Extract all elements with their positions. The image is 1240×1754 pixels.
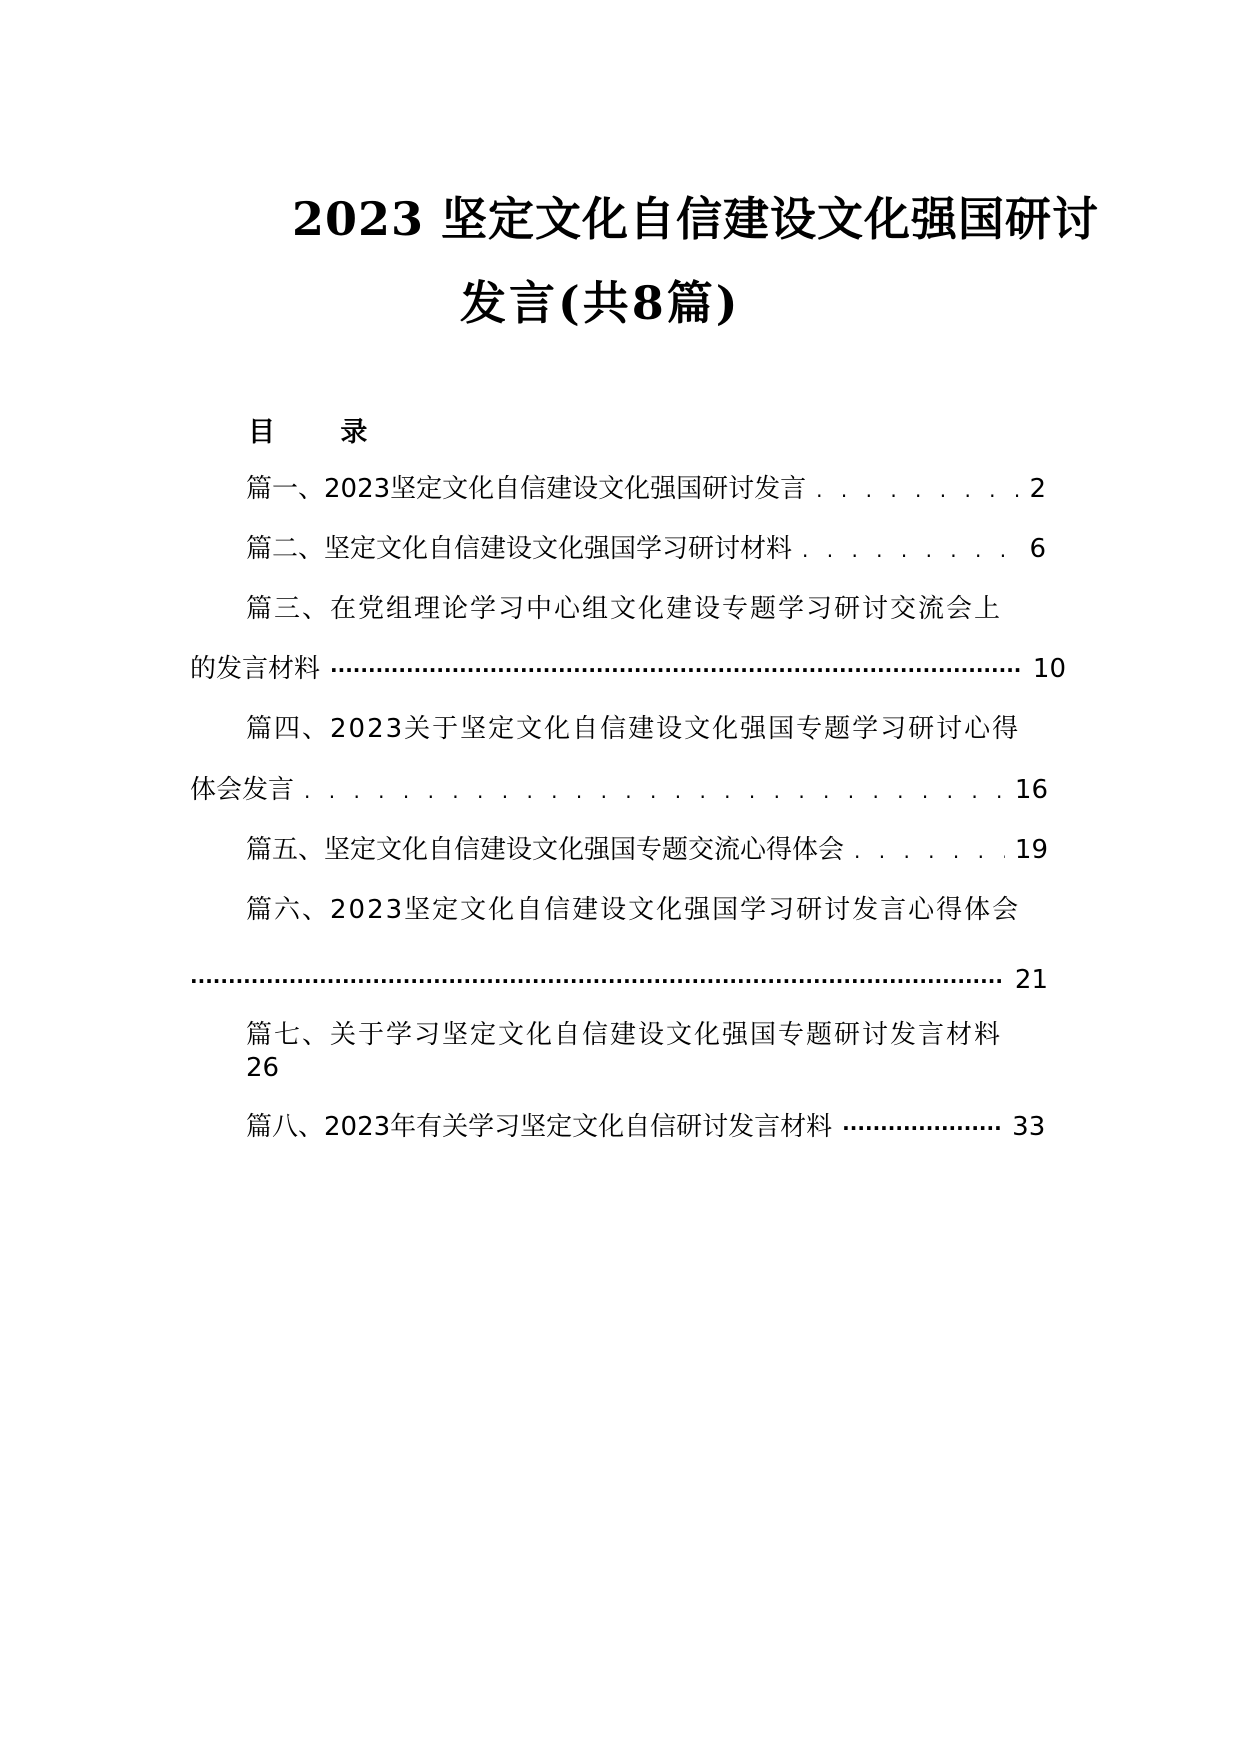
toc-entry-5-leader [854,841,1005,861]
toc-entry-2-page: 6 [1029,534,1046,564]
toc-entry-3-text-line-2: 的发言材料 [190,654,321,684]
toc-entry-4[interactable] [190,777,1048,803]
toc-entry-1-text: 篇一、2023坚定文化自信建设文化强国研讨发言 [246,474,807,504]
toc-entry-5-page: 19 [1014,835,1048,865]
toc-entry-6-text[interactable]: 篇六、2023坚定文化自信建设文化强国学习研讨发言心得体会 [246,895,1021,925]
toc-entry-8-page: 33 [1012,1112,1046,1142]
toc-entry-5-text: 篇五、坚定文化自信建设文化强国专题交流心得体会 [246,835,845,865]
toc-entry-7-text[interactable]: 篇七、关于学习坚定文化自信建设文化强国专题研讨发言材料 [246,1020,1003,1050]
document-title-line-2: 发言(共8篇) [460,276,741,330]
toc-entry-5[interactable] [246,837,1048,863]
toc-entry-2-text: 篇二、坚定文化自信建设文化强国学习研讨材料 [246,534,793,564]
toc-entry-6[interactable] [190,967,1048,993]
toc-entry-4-page: 16 [1014,775,1048,805]
document-title-line-1: 2023 坚定文化自信建设文化强国研讨 [292,192,1100,246]
toc-entry-8-text: 篇八、2023年有关学习坚定文化自信研讨发言材料 [246,1112,833,1142]
toc-entry-4-text-line-2: 体会发言 [190,775,295,805]
toc-entry-3-page: 10 [1032,654,1066,684]
toc-entry-3-leader [330,660,1023,680]
toc-entry-3-text-line-1[interactable]: 篇三、在党组理论学习中心组文化建设专题学习研讨交流会上 [246,594,1003,624]
toc-entry-7-page: 26 [246,1053,280,1083]
toc-entry-1-page: 2 [1029,474,1046,504]
toc-entry-8-leader [842,1118,1002,1138]
toc-entry-2[interactable] [246,536,1046,562]
toc-entry-4-text-line-1[interactable]: 篇四、2023关于坚定文化自信建设文化强国专题学习研讨心得 [246,714,1021,744]
toc-heading: 目 录 [248,417,396,448]
toc-entry-2-leader [802,540,1019,560]
toc-entry-1-leader [816,480,1019,500]
toc-entry-6-page: 21 [1014,965,1048,995]
toc-entry-8[interactable] [246,1114,1068,1140]
toc-entry-1[interactable] [246,476,1046,502]
toc-entry-4-leader [304,781,1005,801]
toc-entry-3[interactable] [190,656,1066,682]
toc-entry-6-leader [190,971,1005,991]
